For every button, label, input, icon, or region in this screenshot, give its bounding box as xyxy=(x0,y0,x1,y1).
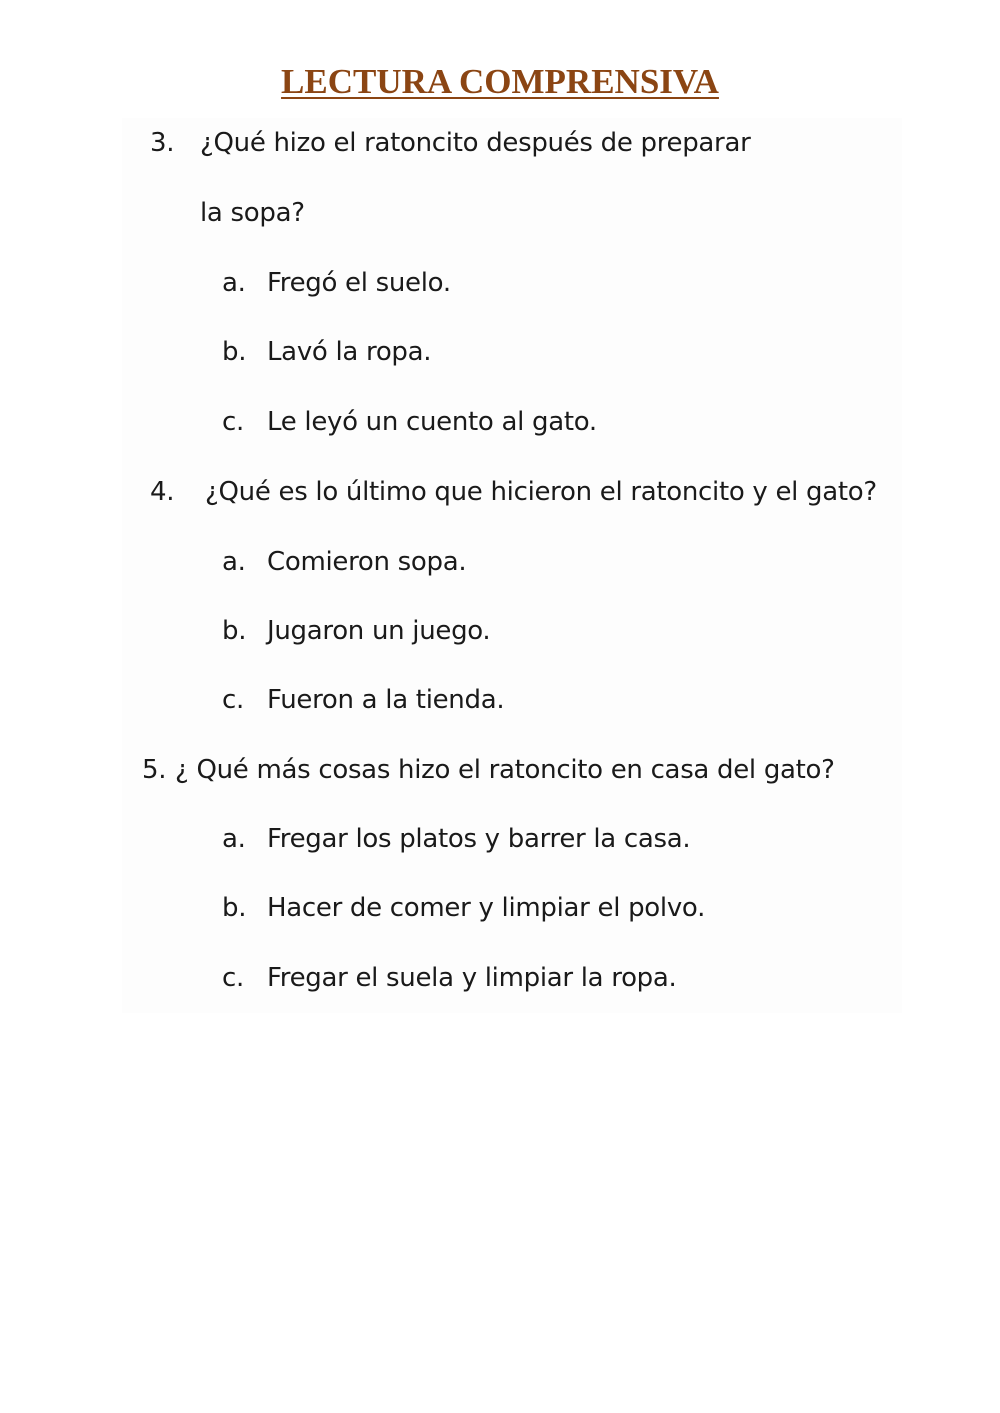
question-text-continuation: la sopa? xyxy=(200,198,305,228)
option-letter: a. xyxy=(222,547,246,577)
question-5 xyxy=(142,752,835,788)
question-number: 5. xyxy=(142,755,167,785)
option-3a[interactable] xyxy=(222,265,451,301)
question-4 xyxy=(150,474,877,510)
option-letter: a. xyxy=(222,268,246,298)
option-letter: a. xyxy=(222,824,246,854)
question-text: ¿Qué hizo el ratoncito después de preparar xyxy=(200,128,751,158)
option-letter: b. xyxy=(222,337,247,367)
question-text: ¿Qué es lo último que hicieron el ratoncito y el gato? xyxy=(205,477,877,507)
option-text: Fueron a la tienda. xyxy=(267,685,505,715)
question-text: ¿ Qué más cosas hizo el ratoncito en casa del gato? xyxy=(175,755,835,785)
page-title-text: LECTURA COMPRENSIVA xyxy=(281,62,719,101)
option-3b[interactable] xyxy=(222,334,431,370)
option-5c[interactable] xyxy=(222,960,676,996)
option-letter: b. xyxy=(222,893,247,923)
option-text: Lavó la ropa. xyxy=(267,337,432,367)
option-4c[interactable] xyxy=(222,682,504,718)
page-title xyxy=(0,62,1000,102)
option-letter: c. xyxy=(222,963,244,993)
question-number: 3. xyxy=(150,128,175,158)
option-text: Fregar los platos y barrer la casa. xyxy=(267,824,691,854)
option-4b[interactable] xyxy=(222,613,490,649)
question-number: 4. xyxy=(150,477,175,507)
option-text: Hacer de comer y limpiar el polvo. xyxy=(267,893,706,923)
option-text: Fregar el suela y limpiar la ropa. xyxy=(267,963,677,993)
option-text: Jugaron un juego. xyxy=(267,616,491,646)
question-3-continuation xyxy=(200,195,305,231)
option-text: Fregó el suelo. xyxy=(267,268,451,298)
option-text: Le leyó un cuento al gato. xyxy=(267,407,597,437)
option-letter: b. xyxy=(222,616,247,646)
option-letter: c. xyxy=(222,407,244,437)
option-text: Comieron sopa. xyxy=(267,547,467,577)
option-5b[interactable] xyxy=(222,890,705,926)
option-3c[interactable] xyxy=(222,404,597,440)
option-5a[interactable] xyxy=(222,821,690,857)
question-3 xyxy=(150,125,750,161)
option-letter: c. xyxy=(222,685,244,715)
option-4a[interactable] xyxy=(222,544,466,580)
